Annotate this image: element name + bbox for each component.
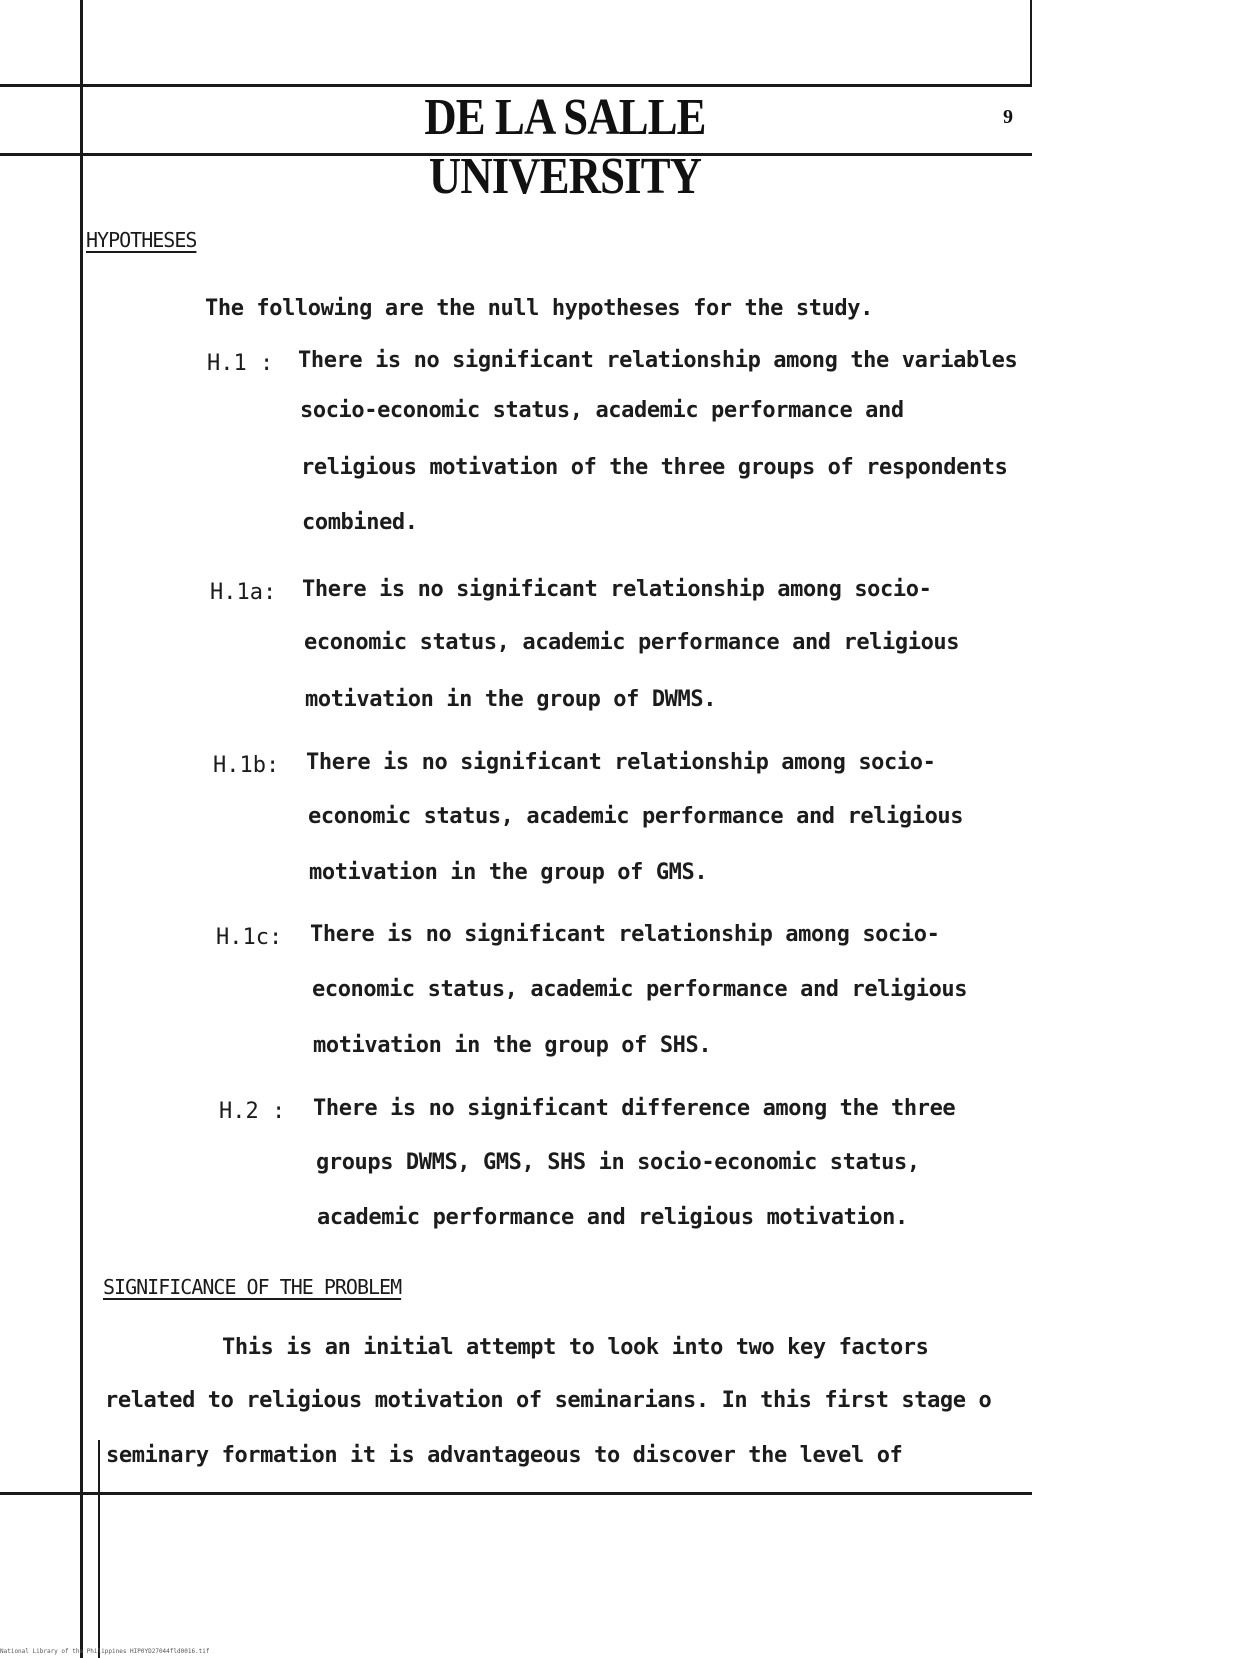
hypothesis-label: H.1b:	[213, 753, 280, 778]
significance-line: related to religious motivation of seminarians. In this first stage o	[105, 1388, 992, 1413]
university-title: DE LA SALLE UNIVERSITY	[424, 89, 706, 205]
hypothesis-line: groups DWMS, GMS, SHS in socio-economic status,	[316, 1150, 920, 1175]
hypothesis-line: There is no significant relationship among socio-	[302, 577, 932, 602]
footer-rule	[0, 1492, 1032, 1495]
hypothesis-line: motivation in the group of DWMS.	[305, 687, 717, 712]
hypothesis-line: economic status, academic performance and religious	[304, 630, 960, 655]
hypothesis-line: There is no significant relationship among socio-	[306, 750, 936, 775]
hypothesis-label: H.1 :	[207, 351, 274, 376]
hypothesis-line: socio-economic status, academic performance and	[300, 398, 904, 423]
hypothesis-label: H.1c:	[216, 925, 283, 950]
hypothesis-line: motivation in the group of GMS.	[309, 860, 708, 885]
hypotheses-intro: The following are the null hypotheses for the study.	[205, 296, 873, 321]
significance-line: This is an initial attempt to look into two key factors	[222, 1335, 929, 1360]
hypothesis-line: There is no significant relationship among socio-	[310, 922, 940, 947]
hypothesis-line: There is no significant relationship among the variables	[298, 348, 1018, 373]
hypothesis-line: There is no significant difference among the three	[313, 1096, 956, 1121]
hypothesis-label: H.1a:	[210, 580, 277, 605]
scan-footer-note: National Library of the Philippines HIP0YD27044fld0016.tif	[0, 1648, 210, 1655]
significance-heading: SIGNIFICANCE OF THE PROBLEM	[103, 1275, 402, 1299]
hypothesis-line: combined.	[302, 510, 418, 535]
right-margin-rule	[1030, 0, 1032, 86]
hypothesis-line: religious motivation of the three groups of respondents	[301, 455, 1008, 480]
hypothesis-line: motivation in the group of SHS.	[313, 1033, 712, 1058]
left-margin-rule	[80, 0, 83, 1658]
header-top-rule	[0, 84, 1032, 87]
hypothesis-line: economic status, academic performance and religious	[308, 804, 964, 829]
hypothesis-line: economic status, academic performance and religious	[312, 977, 968, 1002]
page-number: 9	[1003, 106, 1013, 128]
hypothesis-line: academic performance and religious motivation.	[317, 1205, 908, 1230]
hypothesis-label: H.2 :	[219, 1099, 286, 1124]
significance-line: seminary formation it is advantageous to discover the level of	[106, 1443, 903, 1468]
hypotheses-heading: HYPOTHESES	[86, 228, 197, 252]
left-inner-rule	[98, 1440, 100, 1658]
